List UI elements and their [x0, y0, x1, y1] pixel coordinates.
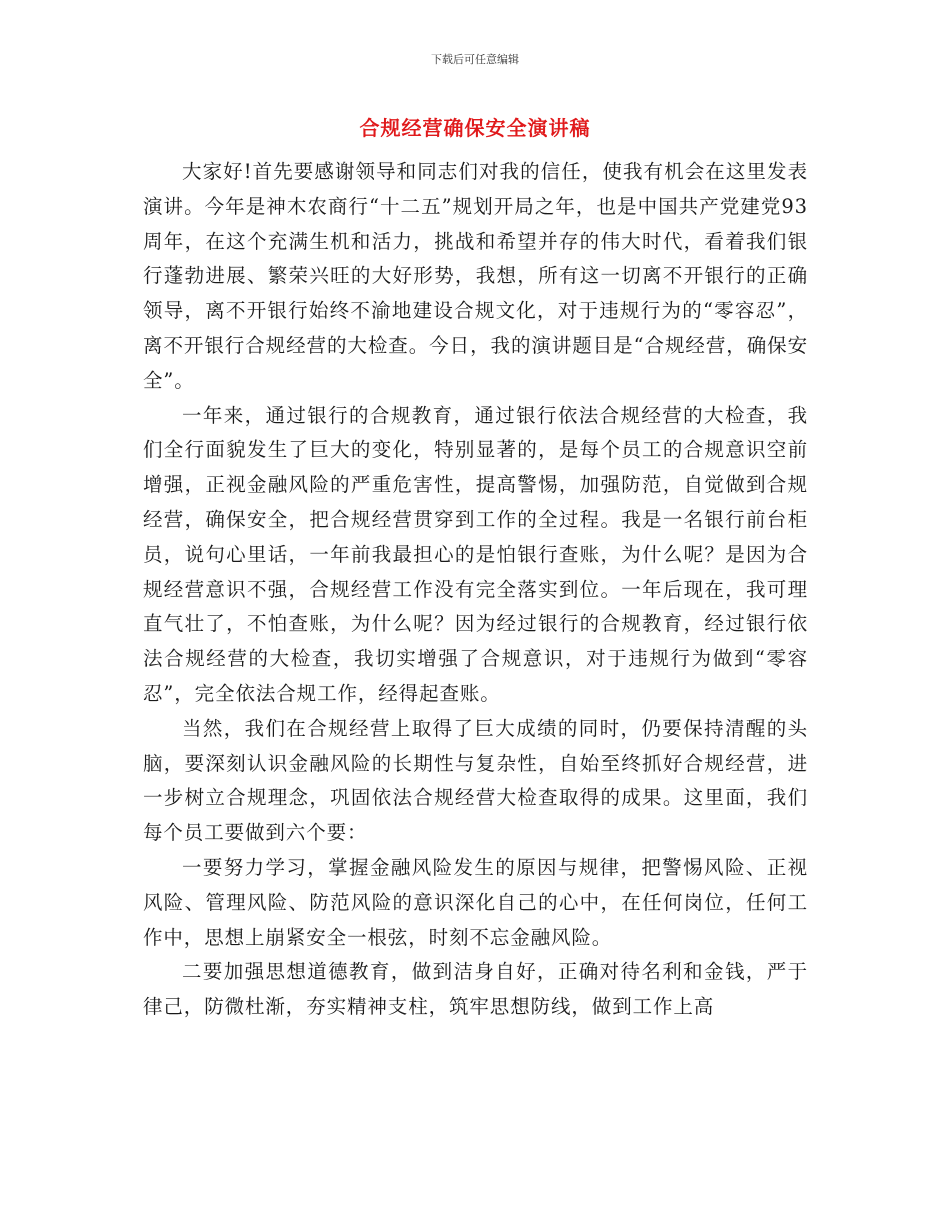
- paragraph-4: 一要努力学习，掌握金融风险发生的原因与规律，把警惕风险、正视风险、管理风险、防范风险的意识深化自己的心中，在任何岗位，任何工作中，思想上崩紧安全一根弦，时刻不忘金融风险。: [143, 855, 808, 949]
- paragraph-1: 大家好!首先要感谢领导和同志们对我的信任，使我有机会在这里发表演讲。今年是神木农商行“十二五”规划开局之年，也是中国共产党建党93周年，在这个充满生机和活力，挑战和希望并存的伟大时代，看着我们银行蓬勃进展、繁荣兴旺的大好形势，我想，所有这一切离不开银行的正确领导，离不开银行始终不渝地建设合规文化，对于违规行为的“零容忍”，离不开银行合规经营的大检查。今日，我的演讲题目是“合规经营，确保安全”。: [143, 160, 808, 392]
- paragraph-5: 二要加强思想道德教育，做到洁身自好，正确对待名利和金钱，严于律己，防微杜渐，夯实精神支柱，筑牢思想防线，做到工作上高: [143, 960, 808, 1019]
- paragraph-2: 一年来，通过银行的合规教育，通过银行依法合规经营的大检查，我们全行面貌发生了巨大的变化，特别显著的，是每个员工的合规意识空前增强，正视金融风险的严重危害性，提高警惕，加强防范，自觉做到合规经营，确保安全，把合规经营贯穿到工作的全过程。我是一名银行前台柜员，说句心里话，一年前我最担心的是怕银行查账，为什么呢？是因为合规经营意识不强，合规经营工作没有完全落实到位。一年后现在，我可理直气壮了，不怕查账，为什么呢？因为经过银行的合规教育，经过银行依法合规经营的大检查，我切实增强了合规意识，对于违规行为做到“零容忍”，完全依法合规工作，经得起查账。: [143, 403, 808, 705]
- header-note: 下载后可任意编辑: [431, 53, 519, 66]
- document-title: 合规经营确保安全演讲稿: [359, 116, 591, 140]
- document-body: [143, 155, 808, 1025]
- paragraph-3: 当然，我们在合规经营上取得了巨大成绩的同时，仍要保持清醒的头脑，要深刻认识金融风险的长期性与复杂性，自始至终抓好合规经营，进一步树立合规理念，巩固依法合规经营大检查取得的成果。这里面，我们每个员工要做到六个要：: [143, 716, 808, 845]
